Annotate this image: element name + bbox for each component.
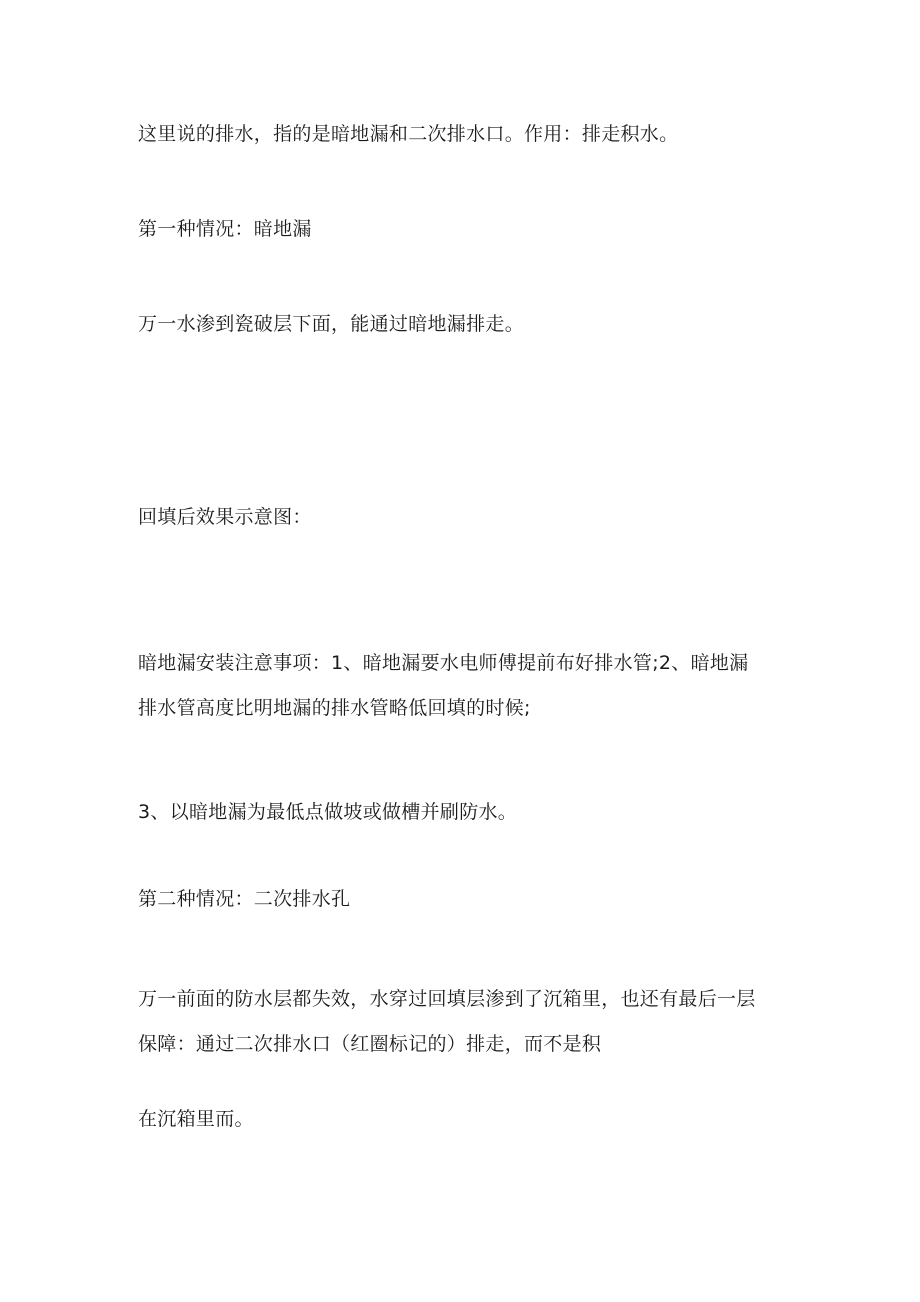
paragraph-case-two-line-3: 在沉箱里而。 [138,1108,254,1130]
heading-case-two: 第二种情况：二次排水孔 [138,888,351,910]
heading-case-one: 第一种情况：暗地漏 [138,218,312,240]
paragraph-install-notes-line-1: 暗地漏安装注意事项：1、暗地漏要水电师傅提前布好排水管;2、暗地漏 [138,652,749,674]
paragraph-case-two-line-1: 万一前面的防水层都失效，水穿过回填层渗到了沉箱里，也还有最后一层 [138,988,756,1010]
paragraph-install-notes-point-3: 3、以暗地漏为最低点做坡或做槽并刷防水。 [138,801,518,823]
paragraph-backfill-diagram-caption: 回填后效果示意图： [138,506,312,528]
paragraph-drainage-intro: 这里说的排水，指的是暗地漏和二次排水口。作用：排走积水。 [138,123,679,145]
paragraph-install-notes-line-2: 排水管高度比明地漏的排水管略低回填的时候; [138,697,531,719]
paragraph-case-two-line-2: 保障：通过二次排水口（红圈标记的）排走，而不是积 [138,1033,602,1055]
paragraph-case-one-desc: 万一水渗到瓷破层下面，能通过暗地漏排走。 [138,313,525,335]
